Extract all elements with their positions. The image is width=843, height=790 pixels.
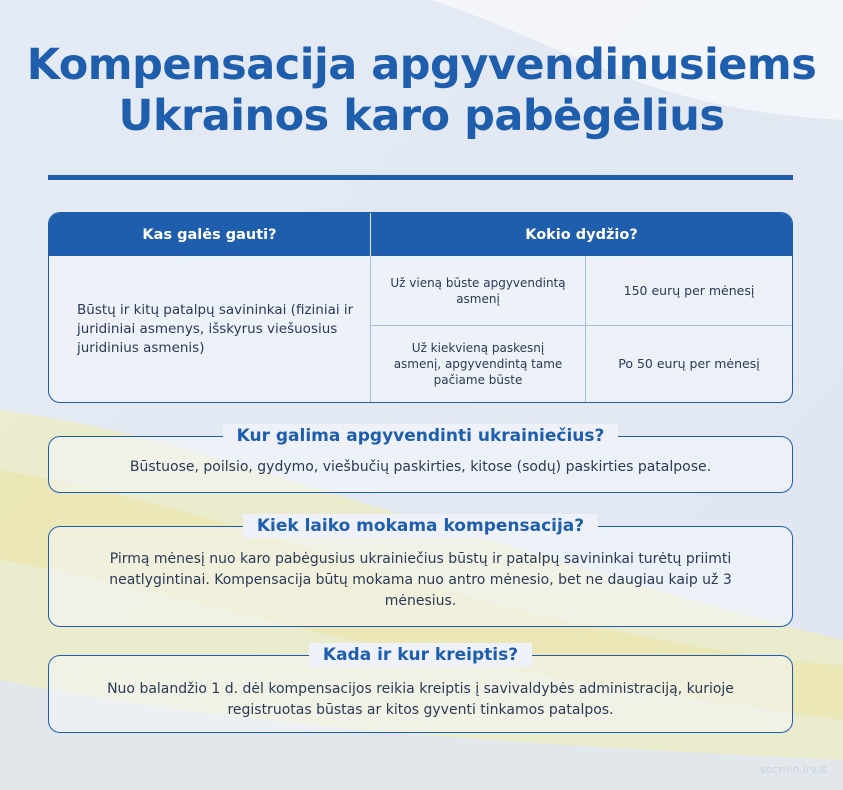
eligible-owners-cell: Būstų ir kitų patalpų savininkai (fiziniai ir juridiniai asmenys, išskyrus viešuosius juridinius asmenis) xyxy=(77,301,354,356)
title-line-1: Kompensacija apgyvendinusiems xyxy=(26,40,817,90)
page-title xyxy=(0,40,843,142)
footer-website: socmin.lrv.lt xyxy=(760,763,827,776)
section-when-where xyxy=(48,645,793,733)
title-divider xyxy=(48,175,793,180)
table-header-who: Kas galės gauti? xyxy=(49,213,370,256)
section-where xyxy=(48,426,793,493)
section-when-where-text: Nuo balandžio 1 d. dėl kompensacijos reikia kreiptis į savivaldybės administraciją, kurioje registruotas būstas ar kitos gyventi tinkamos patalpos. xyxy=(107,681,734,718)
section-where-title: Kur galima apgyvendinti ukrainiečius? xyxy=(223,424,619,448)
row1-description: Už vieną būste apgyvendintą asmenį xyxy=(390,275,566,306)
table-header-amount: Kokio dydžio? xyxy=(371,213,792,256)
section-where-text: Būstuose, poilsio, gydymo, viešbučių paskirties, kitose (sodų) paskirties patalpose. xyxy=(129,459,712,475)
row1-amount: 150 eurų per mėnesį xyxy=(623,282,755,298)
section-duration-text: Pirmą mėnesį nuo karo pabėgusius ukrainiečius būstų ir patalpų savininkai turėtų priimti neatlygintinai. Kompensacija būtų mokama nuo antro mėnesio, bet ne daugiau kaip už 3 mėnesius. xyxy=(109,551,732,609)
row2-description: Už kiekvieną paskesnį asmenį, apgyvendintą tame pačiame būste xyxy=(393,341,563,387)
row2-amount: Po 50 eurų per mėnesį xyxy=(618,356,760,371)
section-duration xyxy=(48,516,793,627)
compensation-table xyxy=(48,212,793,403)
section-duration-title: Kiek laiko mokama kompensacija? xyxy=(243,514,598,538)
column-divider-1 xyxy=(370,256,371,403)
title-line-2: Ukrainos karo pabėgėlius xyxy=(118,91,725,141)
section-when-where-title: Kada ir kur kreiptis? xyxy=(309,643,532,667)
